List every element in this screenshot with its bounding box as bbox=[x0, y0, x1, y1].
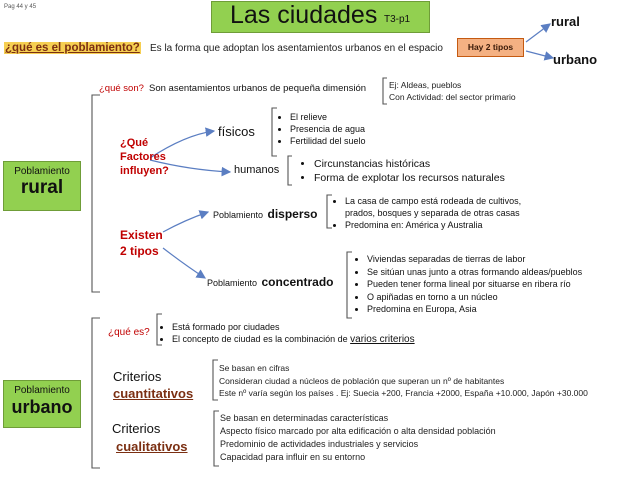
criterios-link: varios criterios bbox=[350, 334, 415, 345]
poblamiento-concentrado-label bbox=[207, 273, 334, 291]
cuant-line-1: Criterios bbox=[113, 369, 162, 384]
disperso-prefix: Poblamiento bbox=[213, 210, 264, 220]
rural-box-small: Poblamiento bbox=[14, 166, 70, 177]
arrow-to-urbano bbox=[526, 51, 553, 58]
concentrado-item: • Se sitúan unas junto a otras formando aldeas/pueblos bbox=[367, 266, 582, 279]
criterios-cuantitativos-label bbox=[113, 368, 193, 402]
urbano-box-big: urbano bbox=[11, 397, 73, 417]
concentrado-word: concentrado bbox=[261, 275, 334, 289]
que-son-answer: Son asentamientos urbanos de pequeña dimensión bbox=[149, 83, 367, 94]
existen-label bbox=[120, 227, 163, 259]
disperso-word: disperso bbox=[267, 207, 318, 221]
fisicos-list bbox=[278, 111, 366, 147]
arrow-existen-disperso bbox=[163, 212, 208, 232]
que-son-question: ¿qué son? bbox=[99, 83, 144, 94]
concentrado-item: • Viviendas separadas de tierras de labor bbox=[367, 253, 582, 266]
cual-text-line: Capacidad para influir en su entorno bbox=[220, 452, 366, 462]
cuant-line-2: cuantitativos bbox=[113, 386, 194, 401]
page-reference: Pag 44 y 45 bbox=[4, 4, 37, 10]
title-banner bbox=[211, 1, 430, 33]
concentrado-item: • O apiñadas en torno a un núcleo bbox=[367, 291, 582, 304]
criterios-cualitativos-label bbox=[112, 420, 188, 456]
que-es-list bbox=[160, 321, 415, 346]
cuant-text-line: Se basan en cifras bbox=[219, 363, 290, 373]
bracket-concentrado bbox=[347, 252, 352, 318]
fisicos-item: • Presencia de agua bbox=[290, 123, 366, 135]
ejemplo-line-1: Ej: Aldeas, pueblos bbox=[389, 80, 462, 90]
fisicos-label: físicos bbox=[218, 124, 255, 139]
existen-line-2: 2 tipos bbox=[120, 244, 159, 258]
disperso-item: • La casa de campo está rodeada de cultivos, prados, bosques y separada de otras casas bbox=[345, 195, 550, 219]
humanos-list bbox=[294, 157, 505, 185]
disperso-item: • Predomina en: América y Australia bbox=[345, 219, 550, 231]
humanos-item: • Forma de explotar los recursos naturales bbox=[314, 171, 505, 185]
ejemplo-line-2: Con Actividad: del sector primario bbox=[389, 92, 516, 102]
cual-text-line: Aspecto físico marcado por alta edificación o alta densidad población bbox=[220, 426, 496, 436]
poblamiento-rural-box bbox=[3, 161, 81, 211]
urbano-box-small: Poblamiento bbox=[14, 385, 70, 396]
concentrado-item: • Pueden tener forma lineal por situarse en ribera río bbox=[367, 278, 582, 291]
que-es-item bbox=[172, 333, 415, 346]
factores-question bbox=[120, 136, 169, 178]
poblamiento-disperso-label bbox=[213, 205, 318, 223]
bracket-rural bbox=[92, 95, 100, 292]
title-code: T3-p1 bbox=[384, 14, 411, 25]
bracket-cuant bbox=[213, 360, 218, 400]
arrow-to-rural bbox=[526, 24, 550, 42]
fisicos-item: • El relieve bbox=[290, 111, 366, 123]
cual-line-1: Criterios bbox=[112, 421, 161, 436]
bracket-urbano bbox=[92, 318, 100, 468]
bracket-cual bbox=[214, 411, 219, 466]
humanos-item: • Circunstancias históricas bbox=[314, 157, 505, 171]
types-badge: Hay 2 tipos bbox=[457, 38, 524, 57]
criterios-text: El concepto de ciudad es la combinación de bbox=[172, 334, 348, 344]
poblamiento-urbano-box bbox=[3, 380, 81, 428]
concentrado-item: • Predomina en Europa, Asia bbox=[367, 303, 582, 316]
bracket-ejemplo bbox=[383, 78, 387, 104]
intro-question: ¿qué es el poblamiento? bbox=[5, 42, 140, 54]
cuant-text-line: Este nº varía según los países . Ej: Suecia +200, Francia +2000, España +10.000, Japón +30.000 bbox=[219, 388, 588, 398]
cual-text-line: Se basan en determinadas características bbox=[220, 413, 389, 423]
que-es-item: • Está formado por ciudades bbox=[172, 321, 415, 333]
rural-box-big: rural bbox=[20, 177, 64, 198]
disperso-list bbox=[333, 195, 550, 231]
factores-line-2: Factores bbox=[120, 151, 166, 163]
que-es-question: ¿qué es? bbox=[108, 327, 150, 338]
arrow-existen-concentrado bbox=[163, 248, 205, 278]
cual-description bbox=[220, 412, 496, 464]
factores-line-1: ¿Qué bbox=[120, 137, 149, 149]
cual-line-2: cualitativos bbox=[116, 439, 188, 454]
bracket-humanos bbox=[288, 156, 292, 185]
type-urbano-label: urbano bbox=[553, 52, 598, 67]
concentrado-list bbox=[355, 253, 582, 316]
type-rural-label: rural bbox=[551, 14, 580, 29]
cuant-text-line: Consideran ciudad a núcleos de población que superan un nº de habitantes bbox=[219, 375, 505, 386]
fisicos-item: • Fertilidad del suelo bbox=[290, 135, 366, 147]
existen-line-1: Existen bbox=[120, 228, 163, 242]
humanos-label: humanos bbox=[234, 164, 280, 176]
factores-line-3: influyen? bbox=[120, 165, 169, 177]
intro-answer: Es la forma que adoptan los asentamientos urbanos en el espacio bbox=[150, 43, 443, 54]
concentrado-prefix: Poblamiento bbox=[207, 278, 258, 288]
cual-text-line: Predominio de actividades industriales y servicios bbox=[220, 439, 419, 449]
cuant-description bbox=[219, 362, 588, 400]
page-title: Las ciudades bbox=[230, 1, 378, 29]
